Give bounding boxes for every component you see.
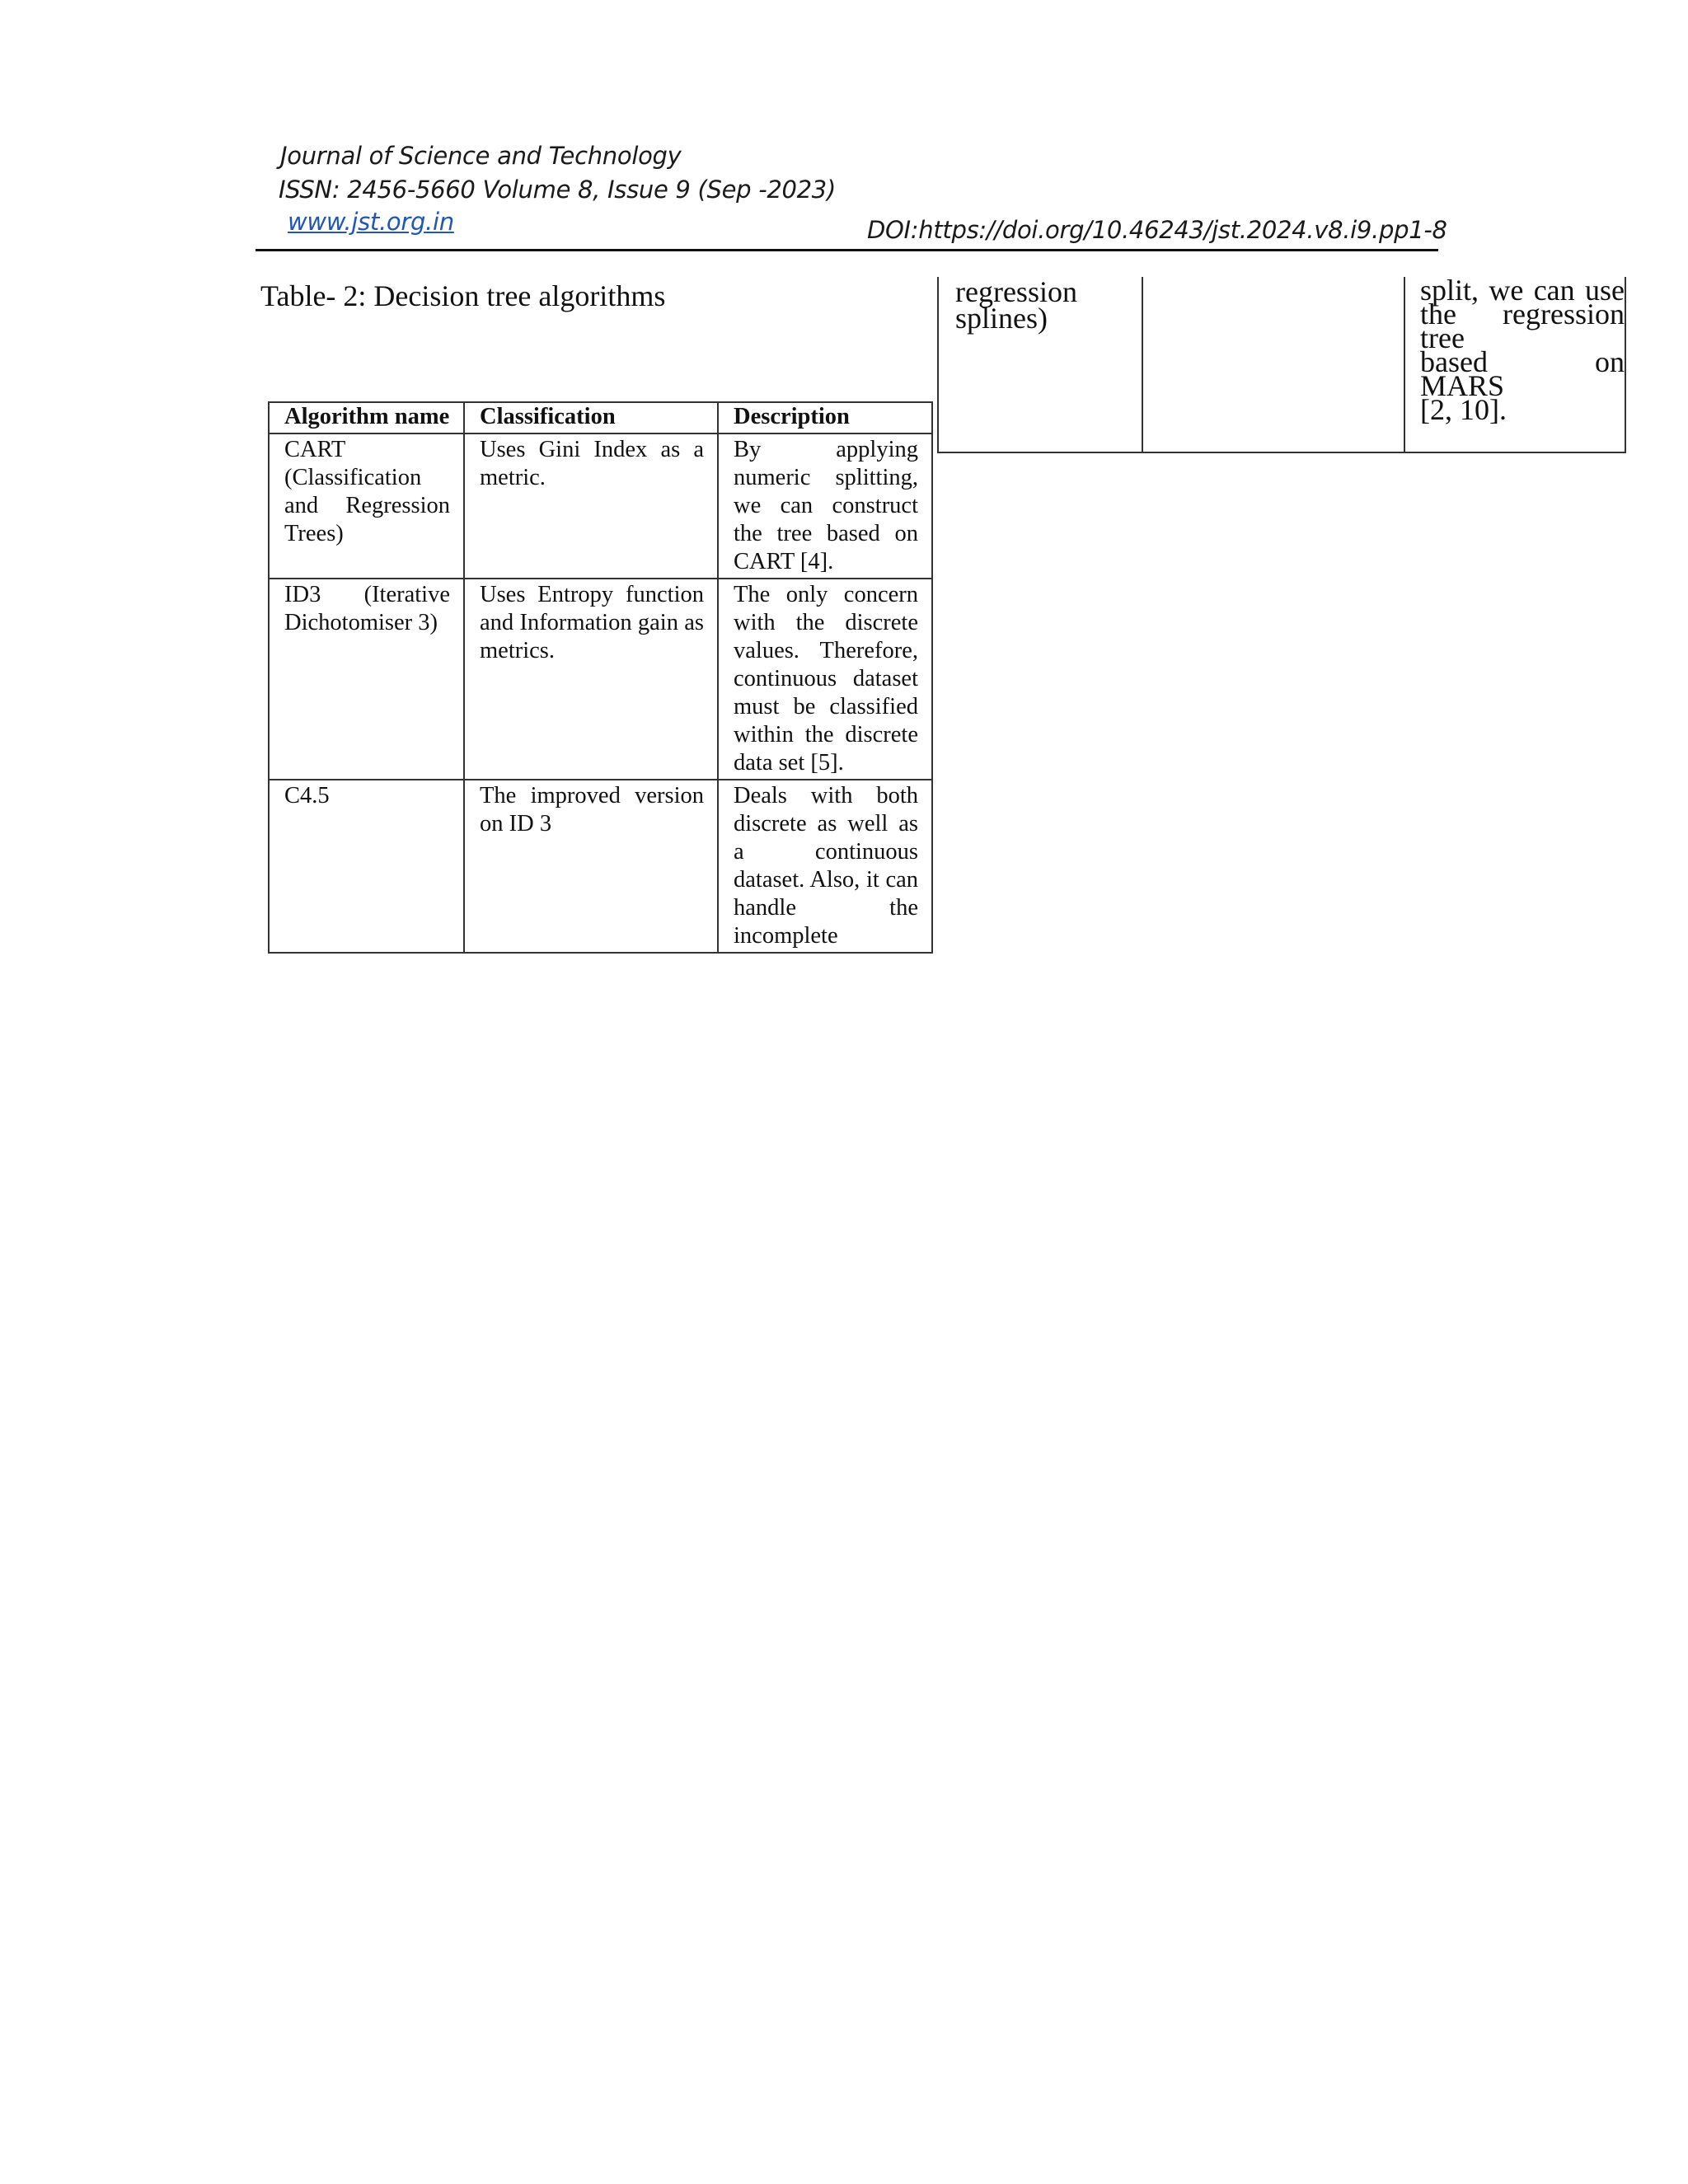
decision-tree-table (268, 401, 933, 954)
header-divider (256, 249, 1438, 251)
description-line: the regression (1420, 298, 1625, 330)
table-header-row (269, 402, 932, 434)
table-row (269, 579, 932, 780)
cell-description: The only concern with the discrete values. Therefore, continuous dataset must be classified within the discrete data set [5]. (718, 579, 932, 780)
journal-issn: ISSN: 2456-5660 Volume 8, Issue 9 (Sep -2023) (279, 176, 836, 204)
cell-description (1404, 274, 1625, 452)
journal-title: Journal of Science and Technology (280, 142, 682, 170)
article-doi: DOI:https://doi.org/10.46243/jst.2024.v8.i9.pp1-8 (867, 216, 1447, 244)
cell-algorithm: CART (Classification and Regression Trees) (269, 434, 464, 579)
cell-description: Deals with both discrete as well as a continuous dataset. Also, it can handle the incomplete (718, 780, 932, 953)
header-classification: Classification (464, 402, 718, 434)
cell-classification: Uses Gini Index as a metric. (464, 434, 718, 579)
header-description: Description (718, 402, 932, 434)
journal-url-link[interactable]: www.jst.org.in (288, 208, 454, 236)
table-row (938, 277, 1625, 452)
cell-classification (1142, 277, 1404, 452)
cell-classification: Uses Entropy function and Information gain as metrics. (464, 579, 718, 780)
cell-algorithm: C4.5 (269, 780, 464, 953)
cell-description: By applying numeric splitting, we can construct the tree based on CART [4]. (718, 434, 932, 579)
table-row (269, 434, 932, 579)
cell-classification: The improved version on ID 3 (464, 780, 718, 953)
description-line: MARS (1420, 369, 1505, 402)
header-algorithm-name: Algorithm name (269, 402, 464, 434)
description-line: tree (1420, 321, 1465, 354)
description-line: [2, 10]. (1420, 393, 1507, 426)
description-line: split, we can use (1420, 274, 1625, 307)
table-row (269, 780, 932, 953)
table-caption: Table- 2: Decision tree algorithms (260, 279, 666, 312)
cell-algorithm: regression splines) (938, 277, 1142, 452)
description-line: based on (1420, 345, 1625, 378)
decision-tree-table-continued (937, 274, 1626, 453)
cell-algorithm: ID3 (Iterative Dichotomiser 3) (269, 579, 464, 780)
